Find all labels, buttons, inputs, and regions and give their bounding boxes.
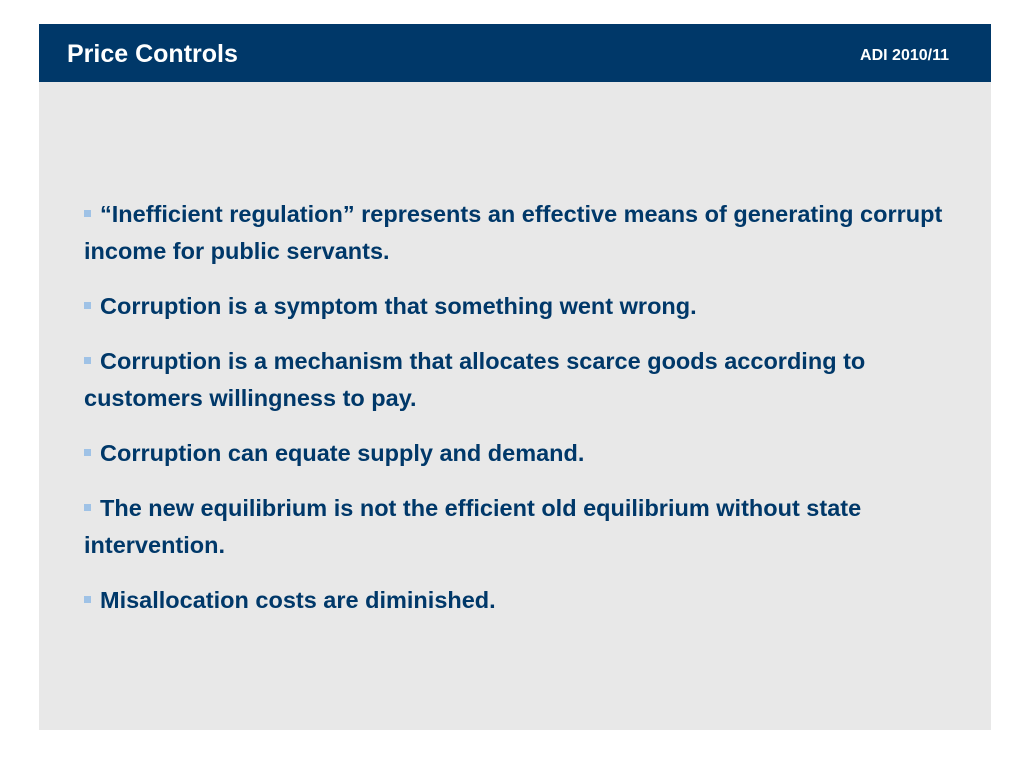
square-bullet-icon <box>84 210 91 217</box>
square-bullet-icon <box>84 449 91 456</box>
square-bullet-icon <box>84 596 91 603</box>
bullet-text: Misallocation costs are diminished. <box>100 587 496 613</box>
slide-title: Price Controls <box>67 40 238 68</box>
bullet-item <box>84 288 954 325</box>
bullet-item <box>84 435 954 472</box>
header-bar <box>39 24 991 82</box>
bullet-item <box>84 196 954 270</box>
bullet-text: Corruption can equate supply and demand. <box>100 440 585 466</box>
square-bullet-icon <box>84 504 91 511</box>
bullet-text: “Inefficient regulation” represents an effective means of generating corrupt income for public servants. <box>84 201 943 264</box>
bullet-item <box>84 582 954 619</box>
bullet-text: Corruption is a mechanism that allocates scarce goods according to customers willingness to pay. <box>84 348 866 411</box>
bullet-list <box>84 196 954 637</box>
bullet-text: Corruption is a symptom that something went wrong. <box>100 293 697 319</box>
slide <box>39 24 991 730</box>
square-bullet-icon <box>84 302 91 309</box>
bullet-text: The new equilibrium is not the efficient old equilibrium without state intervention. <box>84 495 862 558</box>
square-bullet-icon <box>84 357 91 364</box>
course-badge: ADI 2010/11 <box>860 47 949 64</box>
bullet-item <box>84 343 954 417</box>
bullet-item <box>84 490 954 564</box>
